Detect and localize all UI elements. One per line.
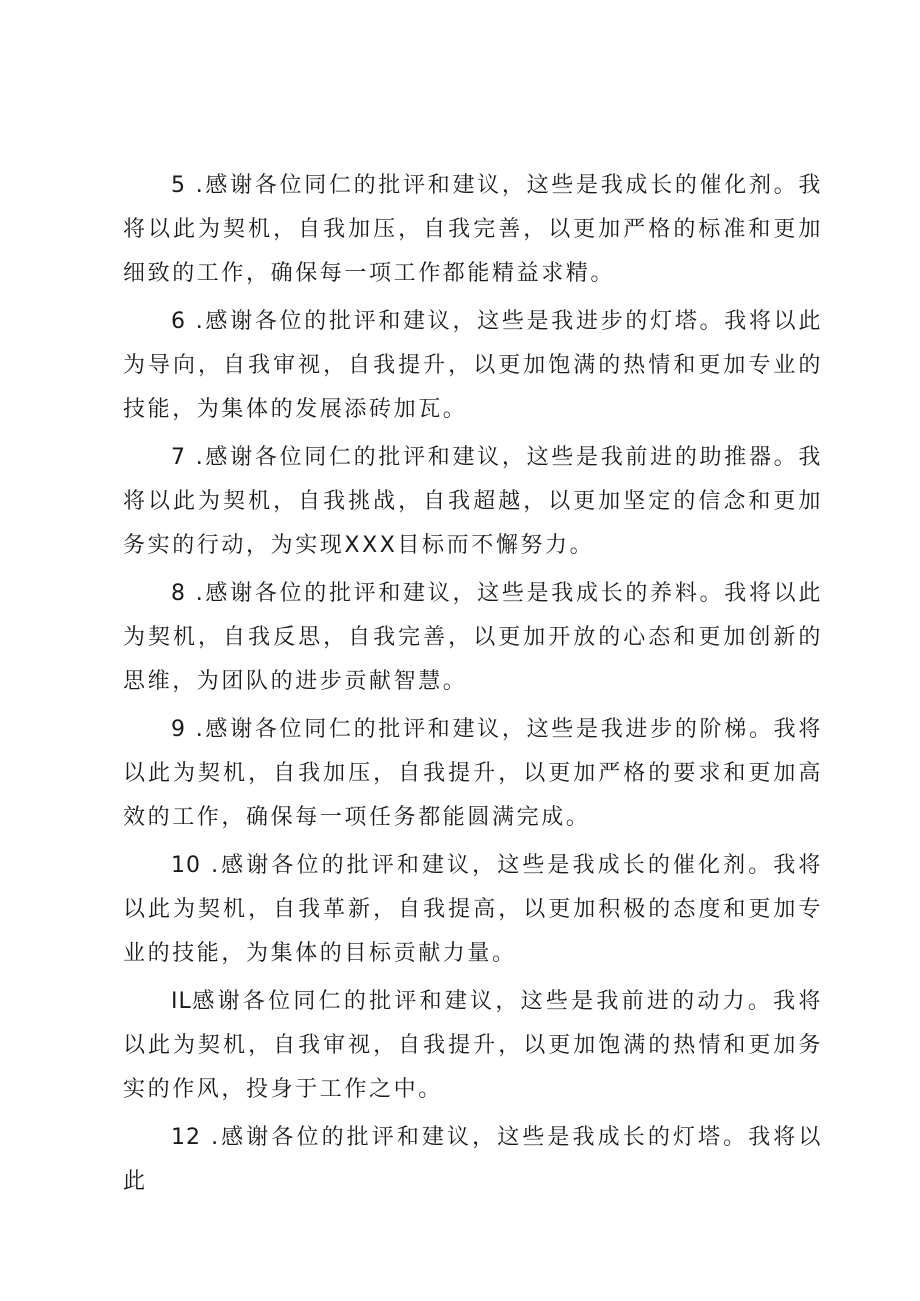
paragraph-number: 12 bbox=[171, 1125, 201, 1150]
paragraph-8 bbox=[123, 572, 823, 704]
paragraph-9 bbox=[123, 708, 823, 840]
paragraph-text: .感谢各位的批评和建议，这些是我成长的催化剂。我将以此为契机，自我革新，自我提高，以更加积极的态度和更加专业的技能，为集体的目标贡献力量。 bbox=[123, 853, 823, 966]
paragraph-number: 9 bbox=[171, 717, 186, 742]
paragraph-5 bbox=[123, 164, 823, 296]
paragraph-text: .感谢各位的批评和建议，这些是我进步的灯塔。我将以此为导向，自我审视，自我提升，以更加饱满的热情和更加专业的技能，为集体的发展添砖加瓦。 bbox=[123, 309, 823, 422]
paragraph-6 bbox=[123, 300, 823, 432]
paragraph-number: 6 bbox=[171, 309, 186, 334]
paragraph-7 bbox=[123, 436, 823, 568]
paragraph-11 bbox=[123, 980, 823, 1112]
paragraph-text: .感谢各位同仁的批评和建议，这些是我进步的阶梯。我将以此为契机，自我加压，自我提升，以更加严格的要求和更加高效的工作，确保每一项任务都能圆满完成。 bbox=[123, 717, 823, 830]
paragraph-number: 8 bbox=[171, 581, 186, 606]
paragraph-text: .感谢各位的批评和建议，这些是我成长的养料。我将以此为契机，自我反思，自我完善，以更加开放的心态和更加创新的思维，为团队的进步贡献智慧。 bbox=[123, 581, 823, 694]
paragraph-number: 10 bbox=[171, 853, 201, 878]
paragraph-text: .感谢各位同仁的批评和建议，这些是我成长的催化剂。我将以此为契机，自我加压，自我完善，以更加严格的标准和更加细致的工作，确保每一项工作都能精益求精。 bbox=[123, 173, 823, 286]
paragraph-text: .感谢各位同仁的批评和建议，这些是我前进的助推器。我将以此为契机，自我挑战，自我超越，以更加坚定的信念和更加务实的行动，为实现XXX目标而不懈努力。 bbox=[123, 445, 823, 558]
document-body bbox=[123, 164, 823, 1208]
paragraph-number: 5 bbox=[171, 173, 186, 198]
paragraph-number: 7 bbox=[171, 445, 186, 470]
paragraph-text: 感谢各位同仁的批评和建议，这些是我前进的动力。我将以此为契机，自我审视，自我提升，以更加饱满的热情和更加务实的作风，投身于工作之中。 bbox=[123, 989, 823, 1102]
paragraph-number: IL bbox=[171, 989, 192, 1014]
paragraph-12 bbox=[123, 1116, 823, 1204]
paragraph-10 bbox=[123, 844, 823, 976]
paragraph-text: .感谢各位的批评和建议，这些是我成长的灯塔。我将以此 bbox=[123, 1125, 823, 1194]
